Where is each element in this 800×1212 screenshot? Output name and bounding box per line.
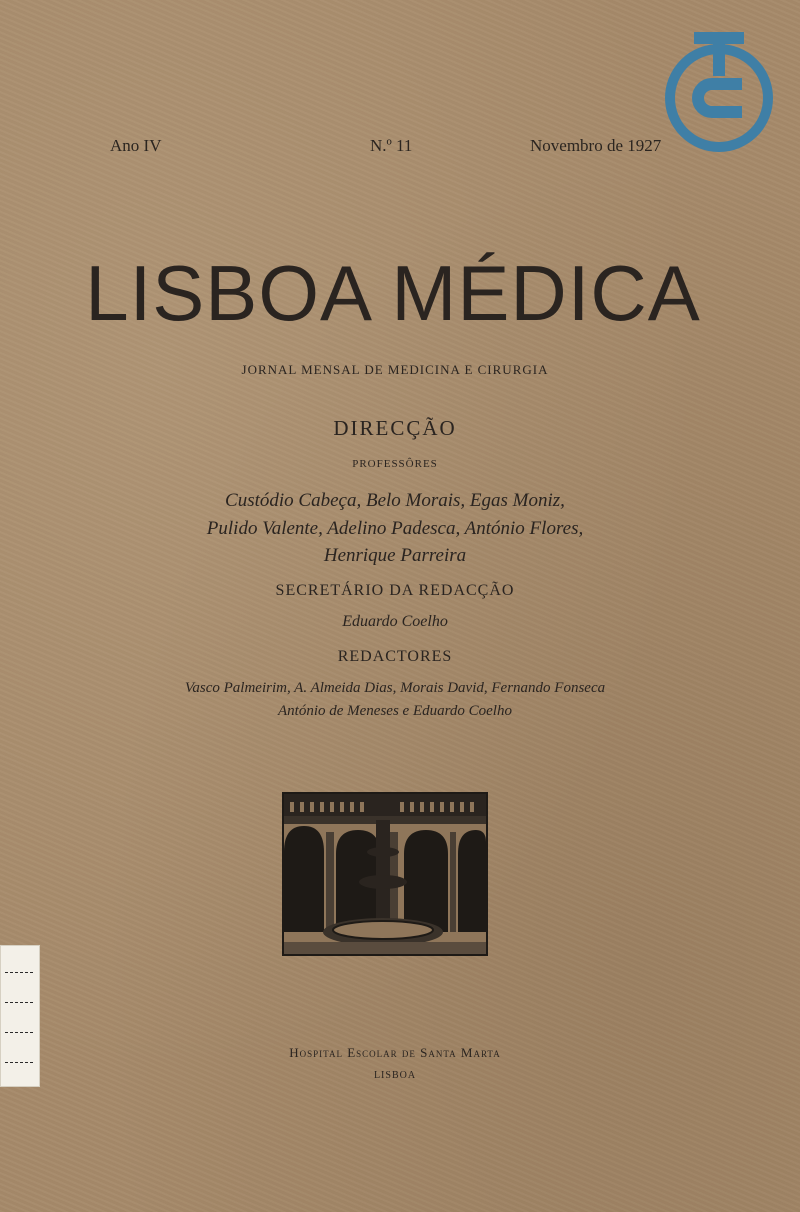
issue-number: N.º 11 (370, 136, 413, 155)
secretary-name: Eduardo Coelho (342, 613, 448, 630)
direction-names-line: Pulido Valente, Adelino Padesca, António Flores, (206, 518, 584, 539)
editors-line: António de Meneses e Eduardo Coelho (278, 703, 512, 719)
direction-heading: DIRECÇÃO (333, 416, 457, 440)
library-stamp-icon (660, 30, 778, 158)
editors-heading: REDACTORES (337, 648, 453, 665)
journal-subtitle: JORNAL MENSAL DE MEDICINA E CIRURGIA (241, 362, 549, 377)
library-label (0, 945, 40, 1087)
editors-line: Vasco Palmeirim, A. Almeida Dias, Morais David, Fernando Fonseca (184, 680, 606, 696)
publisher-name: Hospital Escolar de Santa Marta (289, 1045, 501, 1060)
secretary-heading: SECRETÁRIO DA REDACÇÃO (275, 582, 515, 599)
label-dash-line (5, 1062, 33, 1063)
label-dash-line (5, 1032, 33, 1033)
journal-title: LISBOA MÉDICA (85, 249, 701, 337)
label-dash-line (5, 1002, 33, 1003)
direction-names-line: Henrique Parreira (323, 545, 467, 566)
volume-year: Ano IV (110, 136, 162, 155)
cloister-woodcut-icon (282, 792, 488, 956)
professors-heading: PROFESSÔRES (352, 458, 438, 470)
label-dash-line (5, 972, 33, 973)
issue-date: Novembro de 1927 (530, 136, 662, 155)
direction-names-line: Custódio Cabeça, Belo Morais, Egas Moniz, (225, 490, 565, 511)
publisher-city: LISBOA (373, 1070, 417, 1081)
